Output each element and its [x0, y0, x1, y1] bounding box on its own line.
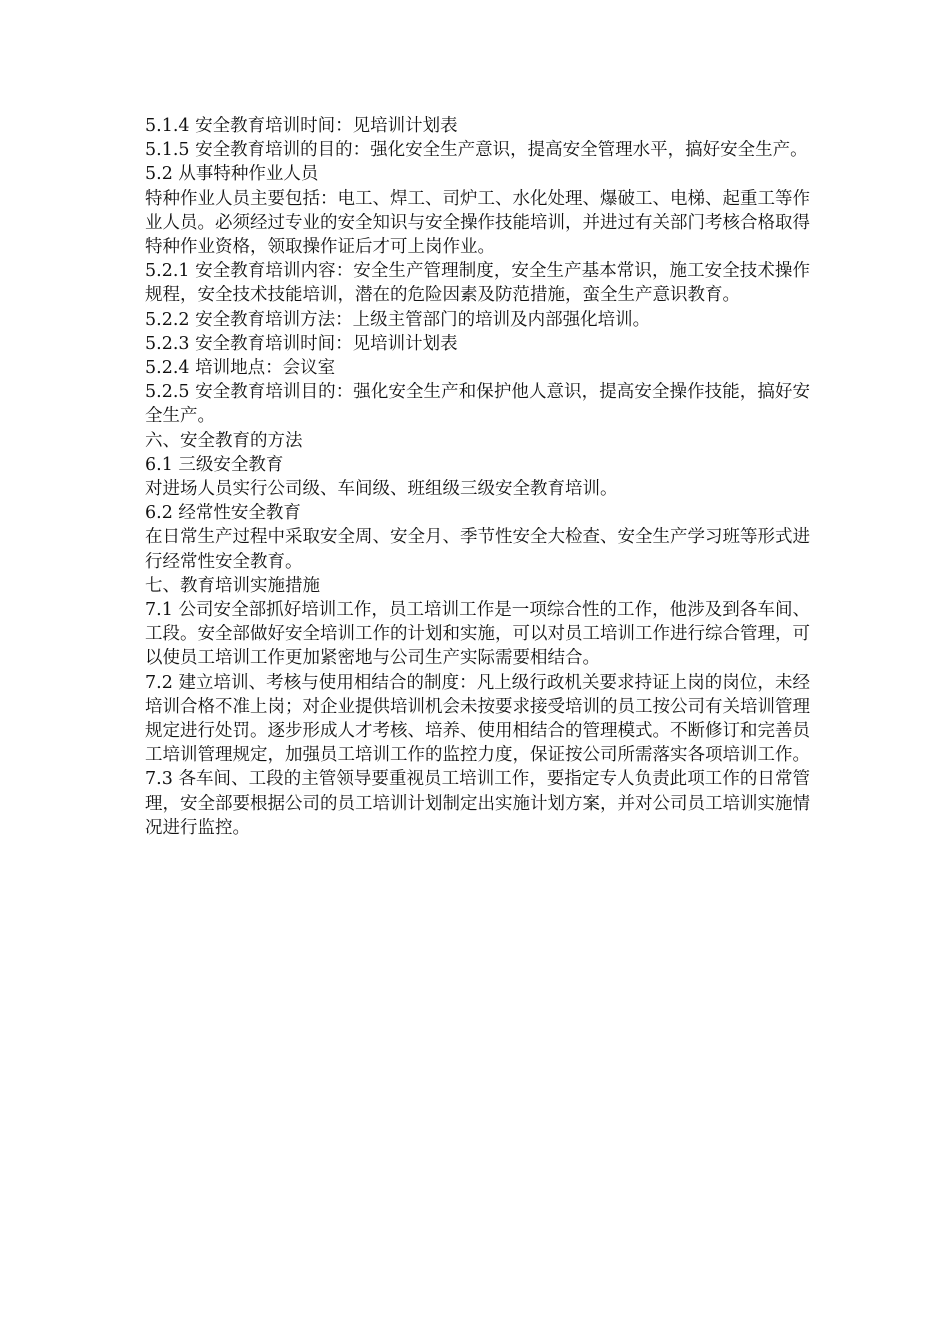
heading-6-2: 6.2 经常性安全教育: [145, 503, 301, 524]
paragraph-7-2: 7.2 建立培训、考核与使用相结合的制度：凡上级行政机关要求持证上岗的岗位，未经培训合格不准上岗；对企业提供培训机会未按要求接受培训的员工按公司有关培训管理规定进行处罚。逐步形成人才考核、培养、使用相结合的管理模式。不断修订和完善员工培训管理规定，加强员工培训工作的监控力度，保证按公司所需落实各项培训工作。: [145, 672, 810, 766]
paragraph-6-1: 对进场人员实行公司级、车间级、班组级三级安全教育培训。: [145, 479, 618, 500]
paragraph-5-2-2: 5.2.2 安全教育培训方法：上级主管部门的培训及内部强化培训。: [145, 309, 651, 330]
heading-5-2: 5.2 从事特种作业人员: [145, 164, 319, 185]
paragraph-6-2: 在日常生产过程中采取安全周、安全月、季节性安全大检查、安全生产学习班等形式进行经常性安全教育。: [145, 527, 810, 572]
heading-6-1: 6.1 三级安全教育: [145, 454, 284, 475]
document-body: [145, 114, 810, 840]
paragraph-5-2-1: 5.2.1 安全教育培训内容：安全生产管理制度，安全生产基本常识，施工安全技术操作规程，安全技术技能培训，潜在的危险因素及防范措施，蛮全生产意识教育。: [145, 261, 810, 306]
heading-section-6: 六、安全教育的方法: [145, 430, 303, 451]
paragraph-5-2-3: 5.2.3 安全教育培训时间：见培训计划表: [145, 333, 458, 354]
paragraph-7-3: 7.3 各车间、工段的主管领导要重视员工培训工作，要指定专人负责此项工作的日常管理，安全部要根据公司的员工培训计划制定出实施计划方案，并对公司员工培训实施情况进行监控。: [145, 769, 810, 838]
paragraph-5-2-4: 5.2.4 培训地点：会议室: [145, 358, 336, 379]
heading-section-7: 七、教育培训实施措施: [145, 575, 320, 596]
paragraph-5-2-5: 5.2.5 安全教育培训目的：强化安全生产和保护他人意识，提高安全操作技能，搞好安全生产。: [145, 382, 810, 427]
paragraph-5-1-4: 5.1.4 安全教育培训时间：见培训计划表: [145, 116, 458, 136]
paragraph-5-1-5: 5.1.5 安全教育培训的目的：强化安全生产意识，提高安全管理水平，搞好安全生产。: [145, 140, 808, 161]
paragraph-7-1: 7.1 公司安全部抓好培训工作，员工培训工作是一项综合性的工作，他涉及到各车间、工段。安全部做好安全培训工作的计划和实施，可以对员工培训工作进行综合管理，可以使员工培训工作更加紧密地与公司生产实际需要相结合。: [145, 600, 810, 669]
paragraph-special-workers: 特种作业人员主要包括：电工、焊工、司炉工、水化处理、爆破工、电梯、起重工等作业人员。必须经过专业的安全知识与安全操作技能培训，并进过有关部门考核合格取得特种作业资格，领取操作证后才可上岗作业。: [145, 188, 810, 258]
